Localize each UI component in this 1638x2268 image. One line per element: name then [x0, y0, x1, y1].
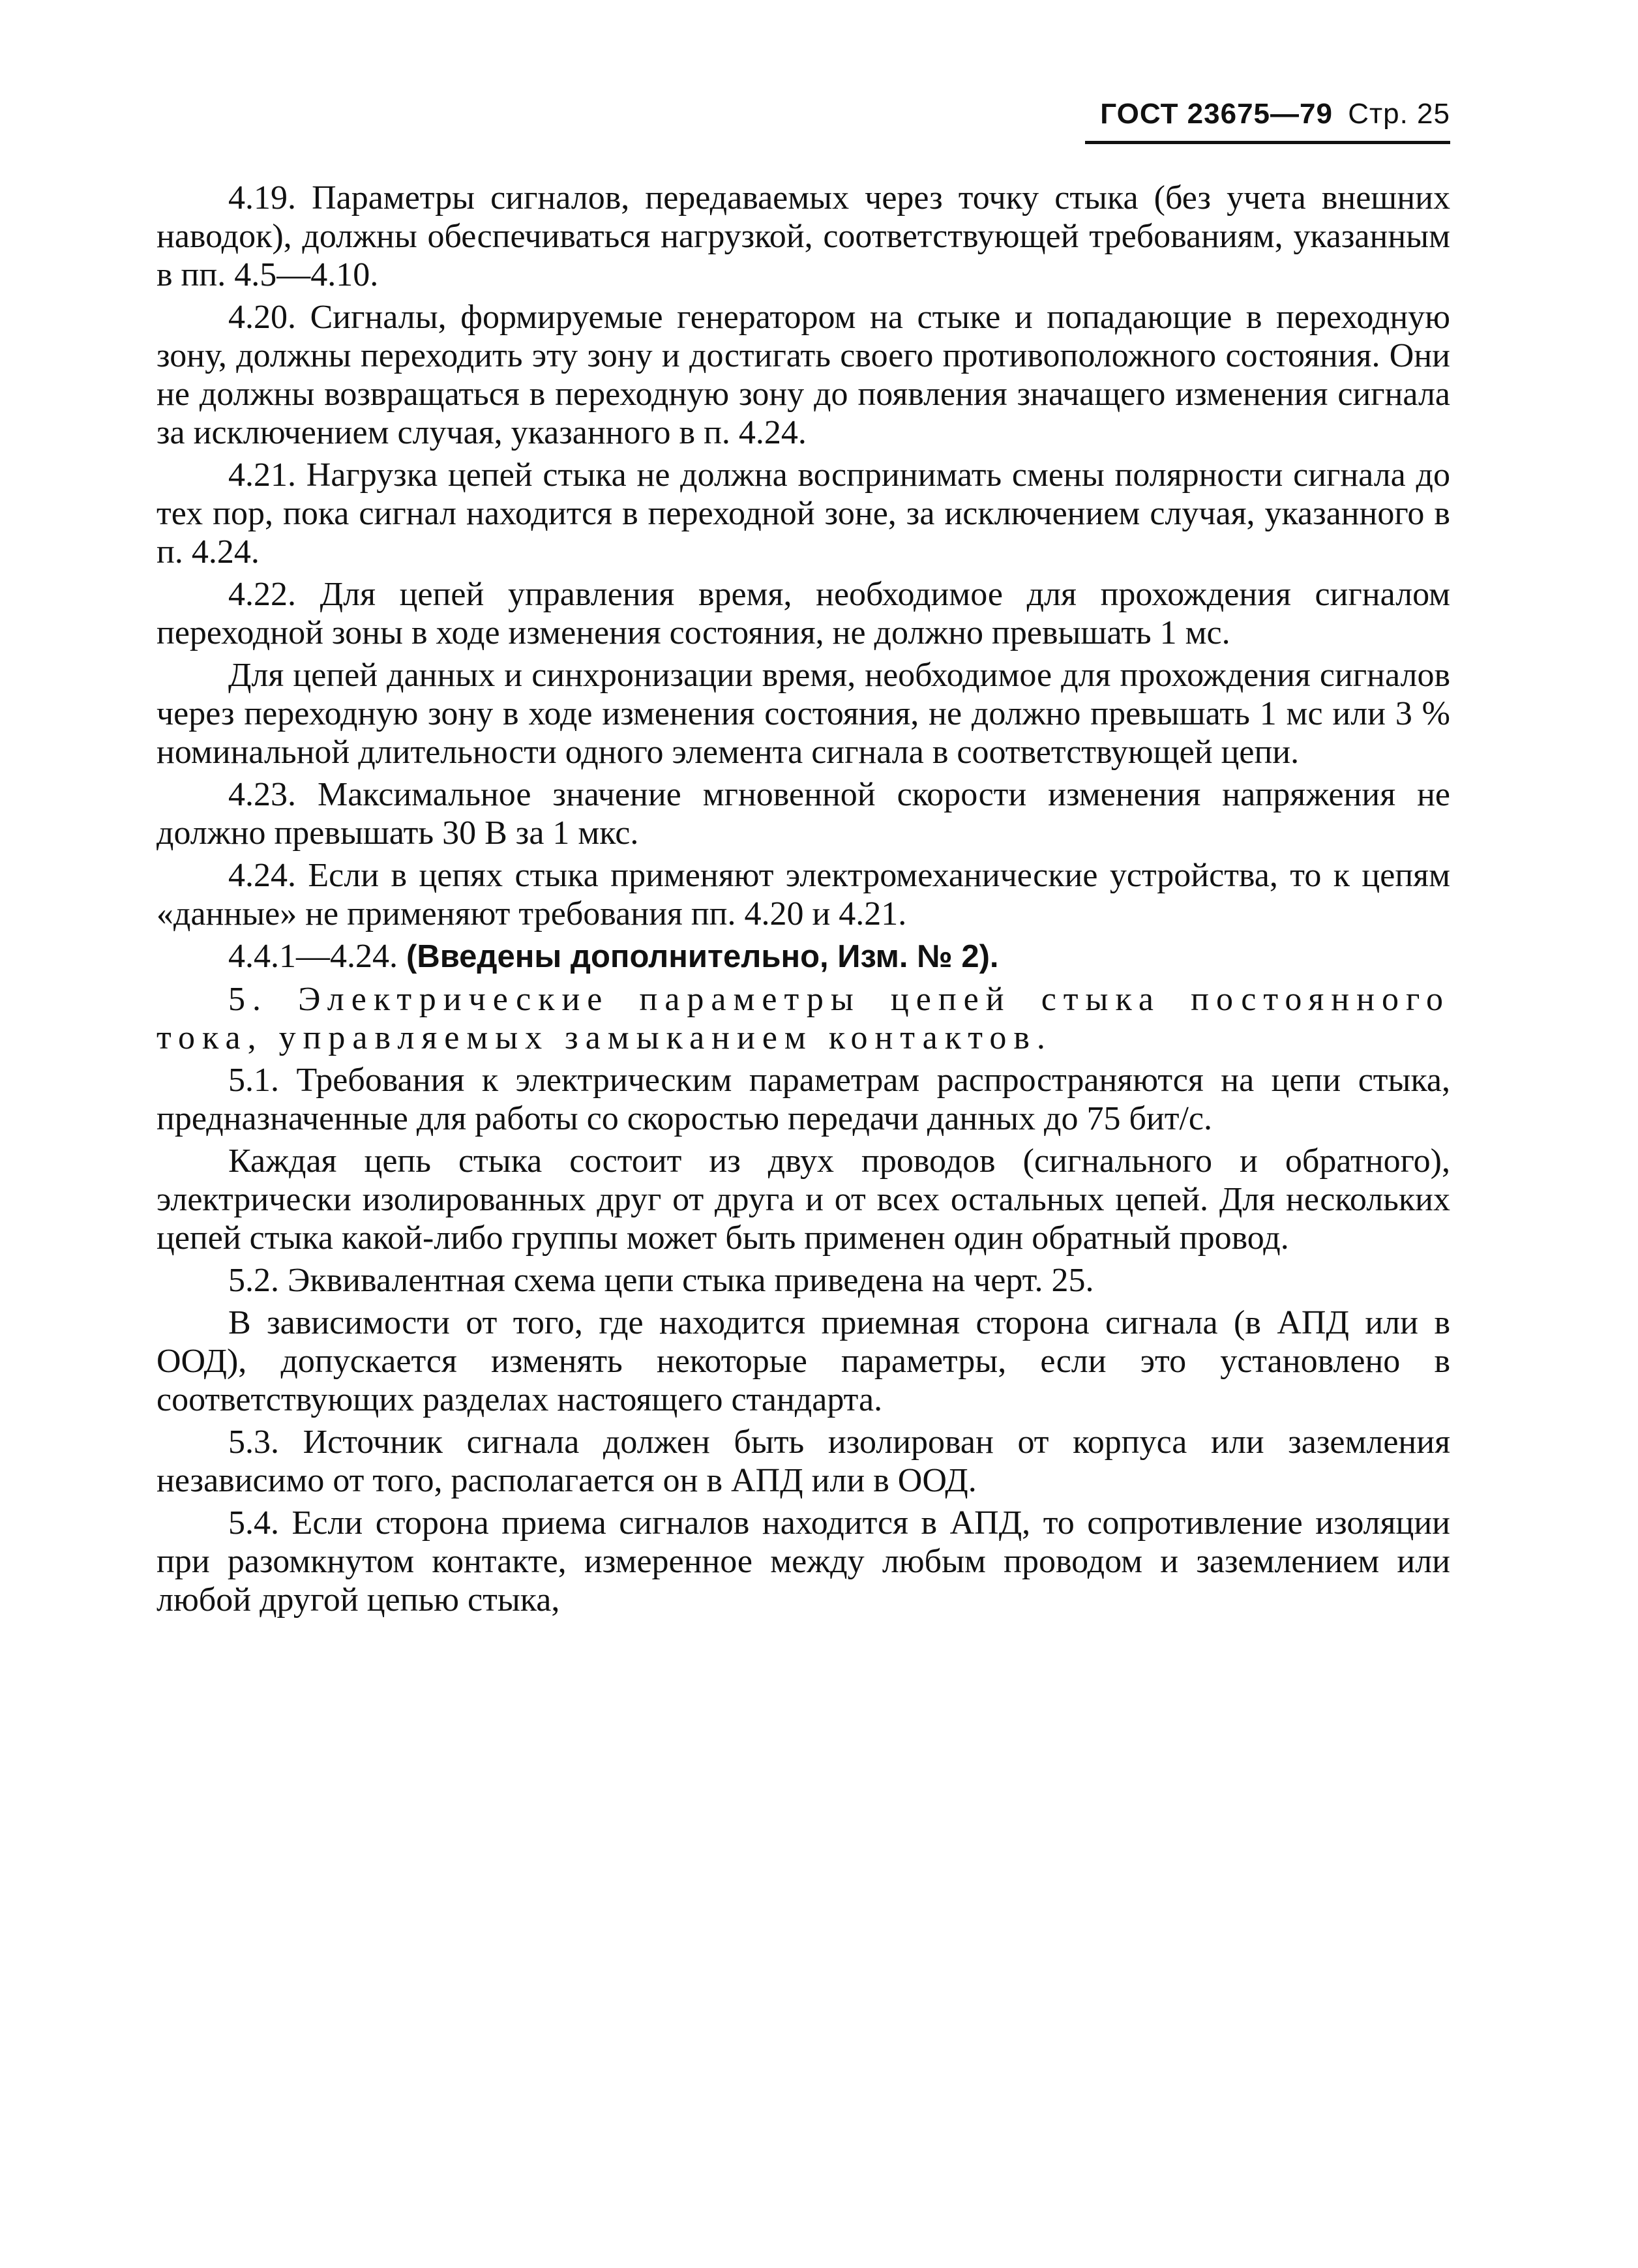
- page-header: [1100, 98, 1450, 130]
- header-rule: [1085, 141, 1450, 144]
- amendment-note: [156, 937, 1450, 976]
- standard-number: ГОСТ 23675—79: [1100, 98, 1333, 130]
- paragraph-4-19: 4.19. Параметры сигналов, передаваемых через точку стыка (без учета внешних наводок), должны обеспечиваться нагрузкой, соответствующей требованиям, указанным в пп. 4.5—4.10.: [156, 179, 1450, 293]
- paragraph-5-4: 5.4. Если сторона приема сигналов находится в АПД, то сопротивление изоляции при разомкнутом контакте, измеренное между любым проводом и заземлением или любой другой цепью стыка,: [156, 1504, 1450, 1619]
- amendment-text: (Введены дополнительно, Изм. № 2).: [406, 939, 999, 974]
- page-number: Стр. 25: [1348, 98, 1450, 130]
- paragraph-5-2-receiver: В зависимости от того, где находится приемная сторона сигнала (в АПД или в ООД), допускается изменять некоторые параметры, если это установлено в соответствующих разделах настоящего стандарта.: [156, 1304, 1450, 1418]
- paragraph-5-1: 5.1. Требования к электрическим параметрам распространяются на цепи стыка, предназначенные для работы со скоростью передачи данных до 75 бит/с.: [156, 1062, 1450, 1137]
- paragraph-4-21: 4.21. Нагрузка цепей стыка не должна воспринимать смены полярности сигнала до тех пор, пока сигнал находится в переходной зоне, за исключением случая, указанного в п. 4.24.: [156, 456, 1450, 571]
- amendment-range: 4.4.1—4.24.: [228, 938, 398, 975]
- paragraph-5-1-wires: Каждая цепь стыка состоит из двух проводов (сигнального и обратного), электрически изолированных друг от друга и от всех остальных цепей. Для нескольких цепей стыка какой-либо группы может быть применен один обратный провод.: [156, 1142, 1450, 1257]
- document-body: [156, 179, 1450, 1623]
- paragraph-4-22: 4.22. Для цепей управления время, необходимое для прохождения сигналом переходной зоны в ходе изменения состояния, не должно превышать 1 мс.: [156, 576, 1450, 651]
- paragraph-5-2: 5.2. Эквивалентная схема цепи стыка приведена на черт. 25.: [228, 1262, 1094, 1299]
- paragraph-4-24: 4.24. Если в цепях стыка применяют электромеханические устройства, то к цепям «данные» не применяют требования пп. 4.20 и 4.21.: [156, 857, 1450, 933]
- paragraph-4-23: 4.23. Максимальное значение мгновенной скорости изменения напряжения не должно превышать 30 В за 1 мкс.: [156, 776, 1450, 852]
- section-5-title: 5. Электрические параметры цепей стыка постоянного тока, управляемых замыканием контактов.: [156, 981, 1450, 1056]
- paragraph-4-22-data-circuits: Для цепей данных и синхронизации время, необходимое для прохождения сигналов через переходную зону в ходе изменения состояния, не должно превышать 1 мс или 3 % номинальной длительности одного элемента сигнала в соответствующей цепи.: [156, 657, 1450, 771]
- paragraph-5-3: 5.3. Источник сигнала должен быть изолирован от корпуса или заземления независимо от того, располагается он в АПД или в ООД.: [156, 1424, 1450, 1499]
- paragraph-4-20: 4.20. Сигналы, формируемые генератором на стыке и попадающие в переходную зону, должны переходить эту зону и достигать своего противоположного состояния. Они не должны возвращаться в переходную зону до появления значащего изменения сигнала за исключением случая, указанного в п. 4.24.: [156, 299, 1450, 451]
